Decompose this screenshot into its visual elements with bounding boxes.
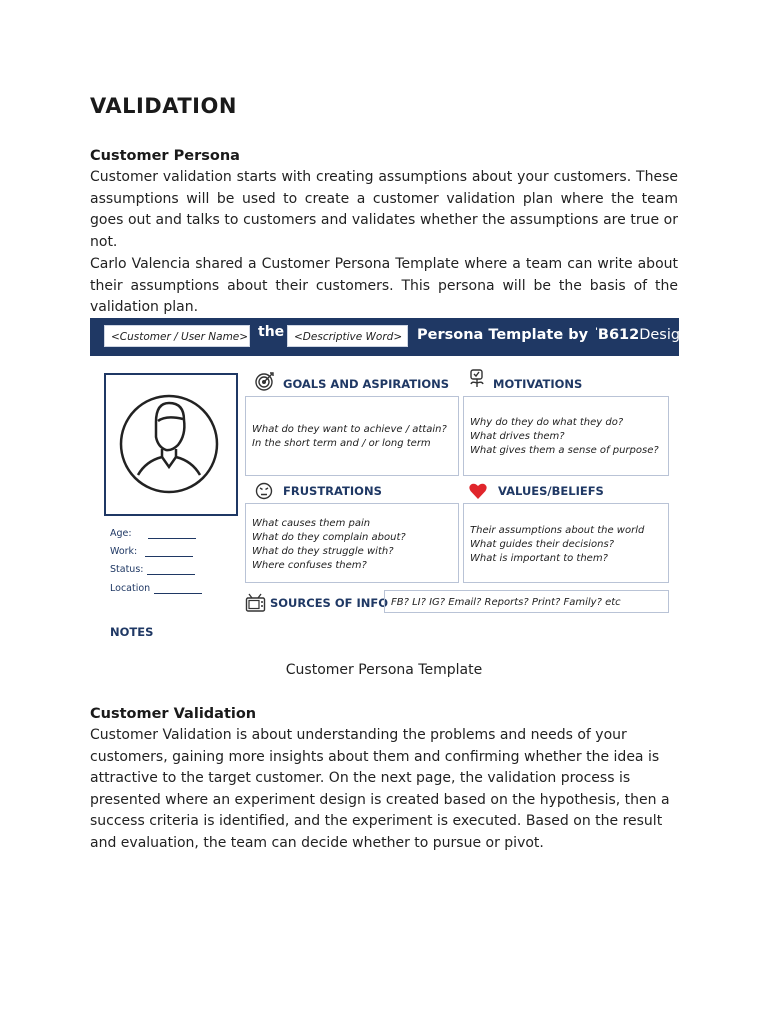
figure-caption: Customer Persona Template xyxy=(285,662,483,678)
flower-icon xyxy=(467,369,487,389)
field-work-label: Work: xyxy=(110,546,138,557)
person-avatar-icon xyxy=(106,375,236,514)
field-location-line xyxy=(154,583,202,594)
notes-label: NOTES xyxy=(110,625,154,639)
field-location xyxy=(110,583,202,594)
motivations-line-3: What gives them a sense of purpose? xyxy=(470,445,659,456)
brand-light: Design xyxy=(639,327,690,343)
values-line-1: Their assumptions about the world xyxy=(470,525,645,536)
angry-face-icon xyxy=(254,481,274,501)
field-work-line xyxy=(145,546,193,557)
paragraph-template-intro: Carlo Valencia shared a Customer Persona Template where a team can write about their assumptions about their customers. This persona will be the basis of the validation plan. xyxy=(90,256,678,316)
frustrations-line-3: What do they struggle with? xyxy=(252,546,394,557)
tv-icon xyxy=(245,592,265,612)
heart-icon xyxy=(468,481,488,501)
template-title xyxy=(417,327,689,343)
page-title: VALIDATION xyxy=(90,94,237,118)
goals-title: GOALS AND ASPIRATIONS xyxy=(283,377,450,391)
paragraph-intro: Customer validation starts with creating assumptions about your customers. These assumptions will be used to create a customer validation plan where the team goes out and talks to customers and validates whether the assumptions are true or not. xyxy=(90,169,678,250)
header-the-word: the xyxy=(258,324,285,340)
values-line-3: What is important to them? xyxy=(470,553,608,564)
field-age-label: Age: xyxy=(110,528,132,539)
values-box xyxy=(463,503,669,583)
avatar-frame xyxy=(104,373,238,516)
field-status-label: Status: xyxy=(110,564,144,575)
template-header-bar xyxy=(90,318,690,356)
values-line-2: What guides their decisions? xyxy=(470,539,615,550)
goals-line-1: What do they want to achieve / attain? xyxy=(252,424,447,435)
motivations-line-1: Why do they do what they do? xyxy=(470,417,624,428)
frustrations-title: FRUSTRATIONS xyxy=(283,484,382,498)
field-status xyxy=(110,564,195,575)
paragraph-customer-validation: Customer Validation is about understanding the problems and needs of your customers, gaining more insights about them and confirming whether the idea is attractive to the target customer. On the next page, the validation process is presented where an experiment design is created based on the hypothesis, then a success criteria is identified, and the experiment is executed. Based on the result and evaluation, the team can decide whether to pursue or pivot. xyxy=(90,727,670,851)
motivations-title: MOTIVATIONS xyxy=(493,377,583,391)
frustrations-line-2: What do they complain about? xyxy=(252,532,406,543)
customer-name-field: <Customer / User Name> xyxy=(104,325,250,347)
field-work xyxy=(110,546,193,557)
template-title-text: Persona Template by xyxy=(417,327,589,343)
frustrations-line-4: Where confuses them? xyxy=(252,560,367,571)
motivations-box xyxy=(463,396,669,476)
section-heading-customer-persona: Customer Persona xyxy=(90,148,240,164)
goals-line-2: In the short term and / or long term xyxy=(252,438,431,449)
field-age-line xyxy=(148,528,196,539)
field-status-line xyxy=(147,564,195,575)
target-icon xyxy=(255,371,275,391)
field-age xyxy=(110,528,196,539)
goals-box xyxy=(245,396,459,476)
descriptive-word-field: <Descriptive Word> xyxy=(287,325,408,347)
brand-tick: ' xyxy=(595,327,598,337)
sources-box xyxy=(384,590,669,613)
section-heading-customer-validation: Customer Validation xyxy=(90,706,257,722)
motivations-line-2: What drives them? xyxy=(470,431,565,442)
sources-text: FB? LI? IG? Email? Reports? Print? Family? etc xyxy=(391,597,621,608)
values-title: VALUES/BELIEFS xyxy=(498,484,604,498)
frustrations-box xyxy=(245,503,459,583)
field-location-label: Location xyxy=(110,583,151,594)
frustrations-line-1: What causes them pain xyxy=(252,518,371,529)
sources-title: SOURCES OF INFO xyxy=(270,596,389,610)
brand-mark: B612 xyxy=(597,327,640,343)
